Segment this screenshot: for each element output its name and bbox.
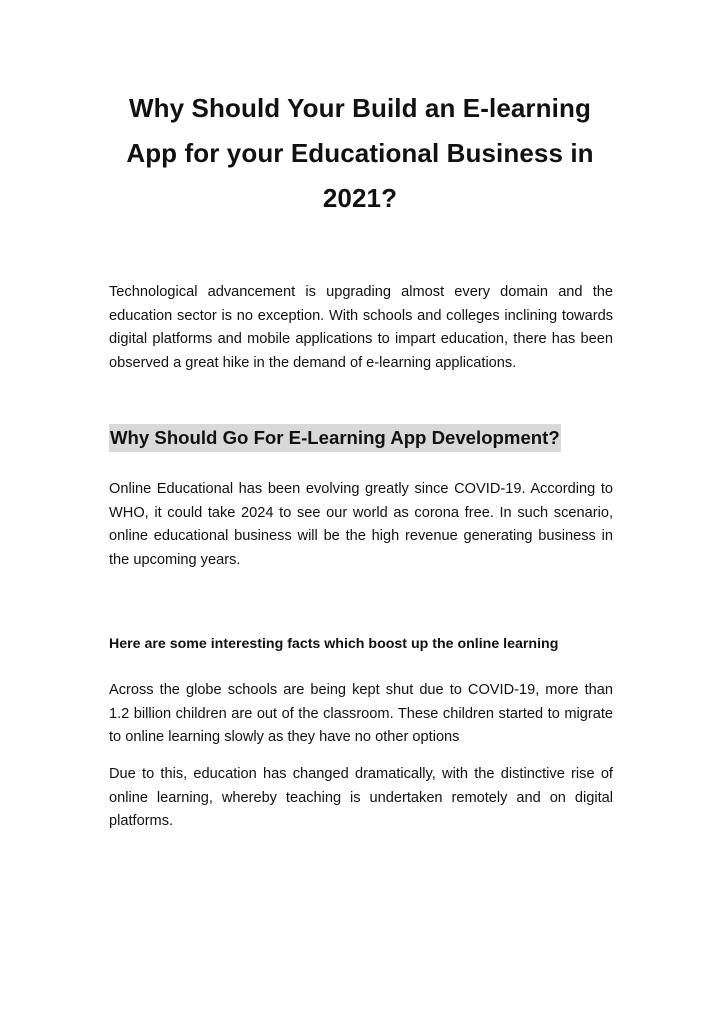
document-title: Why Should Your Build an E-learning App for your Educational Business in 2021? [126,93,594,213]
facts-paragraph-2: Due to this, education has changed dramatically, with the distinctive rise of online learning, whereby teaching is undertaken remotely and on digital platforms. [109,766,630,830]
section-paragraph: Online Educational has been evolving greatly since COVID-19. According to WHO, it could take 2024 to see our world as corona free. In such scenario, online educational business will be the high revenue generating business in the upcoming years. [109,481,613,568]
facts-heading: Here are some interesting facts which boost up the online learning [109,636,559,652]
section-heading: Why Should Go For E-Learning App Development? [109,424,561,452]
intro-paragraph: Technological advancement is upgrading almost every domain and the education sector is no exception. With schools and colleges inclining towards digital platforms and mobile applications to impart education, there has been observed a great hike in the demand of e-learning applications. [109,284,613,371]
facts-paragraph-1: Across the globe schools are being kept shut due to COVID-19, more than 1.2 billion children are out of the classroom. These children started to migrate to online learning slowly as they have no other options [109,682,613,746]
